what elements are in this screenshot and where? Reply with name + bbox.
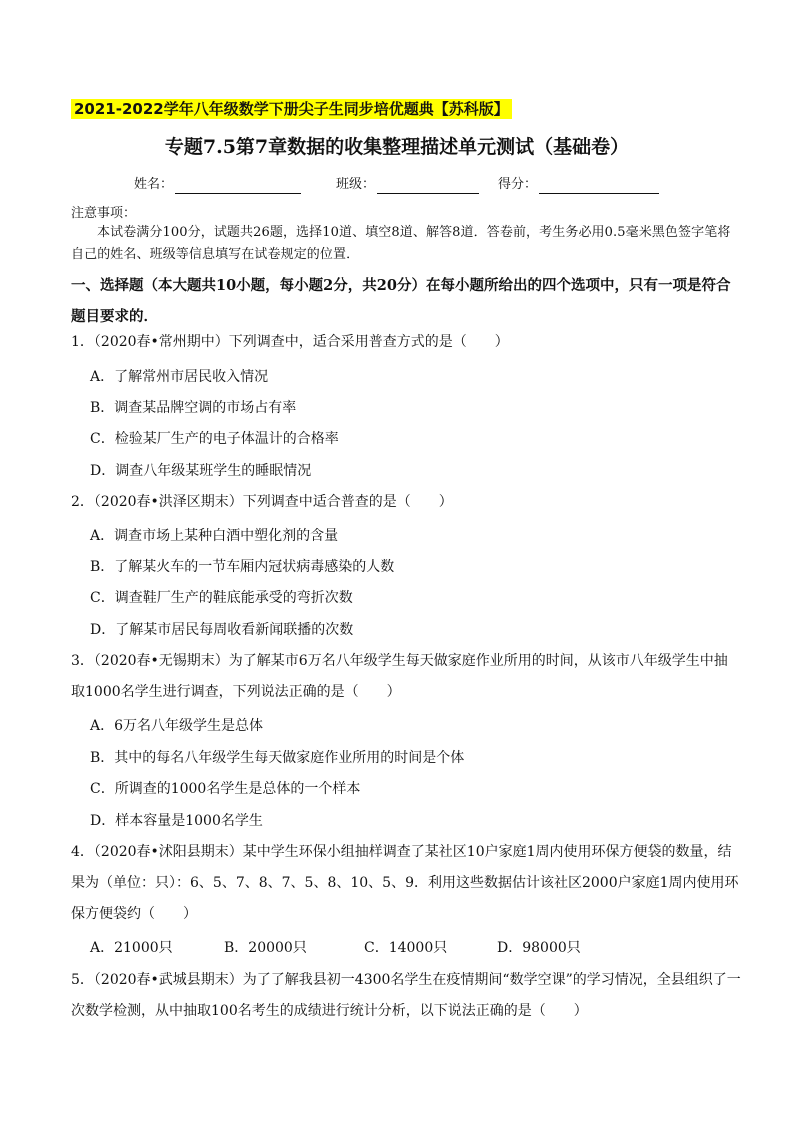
page-title: 专题7.5第7章数据的收集整理描述单元测试（基础卷） (164, 136, 630, 158)
name-blank[interactable] (175, 179, 301, 194)
question-option[interactable]: D．调查八年级某班学生的睡眠情况 (90, 463, 312, 479)
question-option[interactable]: A．了解常州市居民收入情况 (90, 369, 269, 385)
score-blank[interactable] (539, 179, 659, 194)
question-option[interactable]: B．调查某品牌空调的市场占有率 (90, 400, 297, 416)
series-title: 2021-2022学年八年级数学下册尖子生同步培优题典【苏科版】 (71, 99, 512, 119)
section-heading: 一、选择题（本大题共10小题，每小题2分，共20分）在每小题所给出的四个选项中，只有一项是符合题目要求的． (71, 277, 731, 325)
score-field[interactable] (498, 176, 659, 194)
class-field[interactable] (336, 176, 479, 194)
question-option[interactable]: A．21000只 (90, 940, 173, 956)
question-option[interactable]: D．样本容量是1000名学生 (90, 813, 263, 829)
question-option[interactable]: D．98000只 (497, 940, 581, 956)
question-stem: 4．（2020春•沭阳县期末）某中学生环保小组抽样调查了某社区10户家庭1周内使用环保方便袋的数量，结果为（单位：只）：6、5、7、8、7、5、8、10、5、9．利用这些数据估计该社区2000户家庭1周内使用环保方便袋约（ ） (71, 844, 739, 922)
question-stem: 1．（2020春•常州期中）下列调查中，适合采用普查方式的是（ ） (71, 334, 509, 350)
class-label: 班级： (336, 177, 376, 192)
question-stem: 5．（2020春•武城县期末）为了了解我县初一4300名学生在疫情期间“数学空课”的学习情况，全县组织了一次数学检测，从中抽取100名考生的成绩进行统计分析，以下说法正确的是（ ） (71, 972, 741, 1019)
question-option[interactable]: C．调查鞋厂生产的鞋底能承受的弯折次数 (90, 590, 353, 606)
question-option[interactable]: B．20000只 (224, 940, 307, 956)
question-stem: 3．（2020春•无锡期末）为了解某市6万名八年级学生每天做家庭作业所用的时间，从该市八年级学生中抽取1000名学生进行调查，下列说法正确的是（ ） (71, 653, 728, 700)
class-blank[interactable] (377, 179, 479, 194)
name-field[interactable] (134, 176, 301, 194)
notes-title: 注意事项： (71, 206, 137, 221)
question-stem: 2．（2020春•洪泽区期末）下列调查中适合普查的是（ ） (71, 494, 453, 510)
question-option[interactable]: C．14000只 (364, 940, 448, 956)
question-option[interactable]: B．其中的每名八年级学生每天做家庭作业所用的时间是个体 (90, 750, 465, 766)
question-option[interactable]: C．检验某厂生产的电子体温计的合格率 (90, 431, 339, 447)
name-label: 姓名： (134, 177, 174, 192)
question-option[interactable]: A．调查市场上某种白酒中塑化剂的含量 (90, 528, 339, 544)
question-option[interactable]: D．了解某市居民每周收看新闻联播的次数 (90, 622, 354, 638)
question-option[interactable]: B．了解某火车的一节车厢内冠状病毒感染的人数 (90, 559, 395, 575)
question-option[interactable]: C．所调查的1000名学生是总体的一个样本 (90, 781, 361, 797)
score-label: 得分： (498, 177, 538, 192)
question-option[interactable]: A．6万名八年级学生是总体 (90, 718, 264, 734)
notes-body: 本试卷满分100分，试题共26题，选择10道、填空8道、解答8道．答卷前，考生务必用0.5毫米黑色签字笔将自己的姓名、班级等信息填写在试卷规定的位置． (71, 225, 731, 262)
